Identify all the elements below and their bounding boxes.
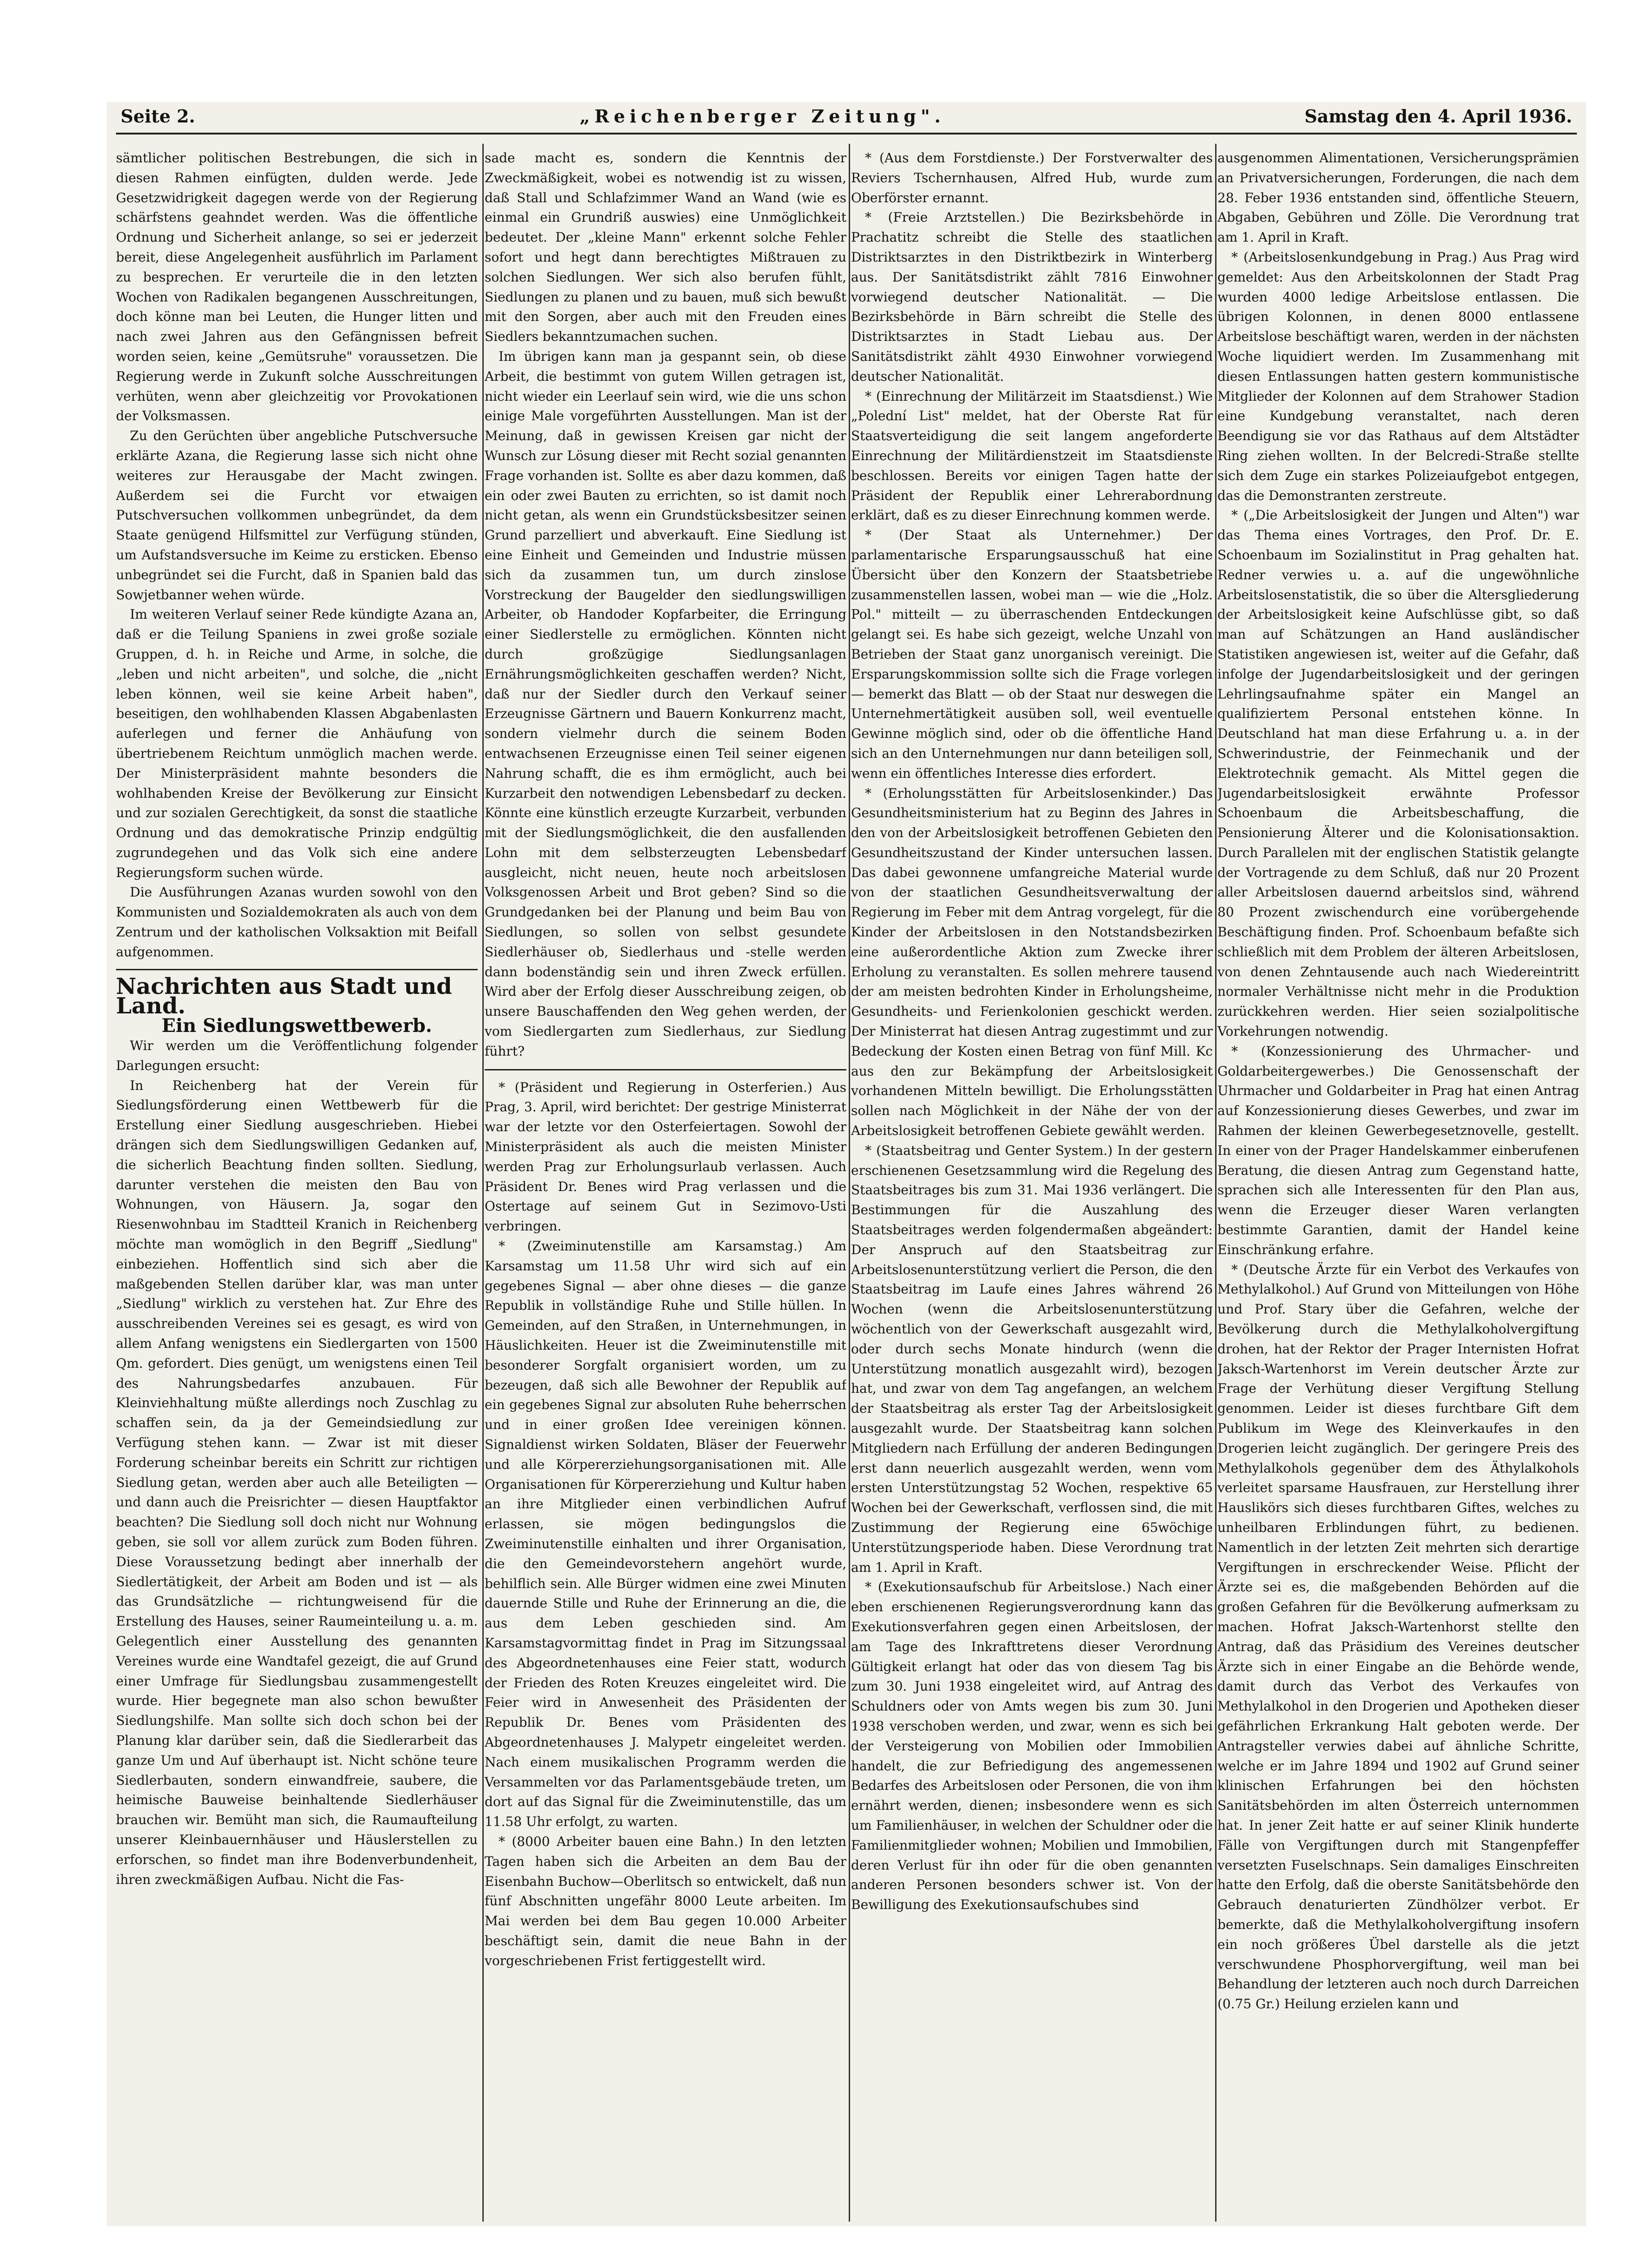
news-item: * (Arbeitslosenkundgebung in Prag.) Aus Prag wird gemeldet: Aus den Arbeitskolonnen der Stadt Prag wurden 4000 ledige Arbeitslose entlassen. Die übrigen Kolonnen, in denen 8000 entlassene Arbeitslose beschäftigt waren, werden in der nächsten Woche liquidiert werden. Im Zusammenhang mit diesen Entlassungen hatten gestern kommunistische Mitglieder der Kolonnen auf dem Strahower Stadion eine Kundgebung veranstaltet, nach deren Beendigung sie vor das Rathaus auf dem Altstädter Ring ziehen wollten. In der Belcredi-Straße stellte sich dem Zuge ein starkes Polizeiaufgebot entgegen, das die Demonstranten zerstreute. [1217, 249, 1579, 503]
article-rule [485, 1069, 846, 1070]
column-divider [1215, 144, 1216, 2222]
news-item: * (Erholungsstätten für Arbeitslosenkinder.) Das Gesundheitsministerium hat zu Beginn des Jahres in den von der Arbeitslosigkeit betroffenen Gebieten den Gesundheitszustand der Kinder untersuchen lassen. Das dabei gewonnene umfangreiche Material wurde von der staatlichen Gesundheitsverwaltung der Regierung im Feber mit dem Antrag vorgelegt, für die Kinder der Arbeitslosen in den Notstandsbezirken eine außerordentliche Aktion zum Zwecke ihrer Erholung zu veranstalten. Es sollen mehrere tausend der am meisten bedrohten Kinder in Erholungsheime, Gesundheits- und Ferienkolonien geschickt werden. Der Ministerrat hat diesen Antrag zugestimmt und zur Bedeckung der Kosten einen Betrag von fünf Mill. Kc aus den zur Bekämpfung der Arbeitslosigkeit vorhandenen Mitteln bewilligt. Die Erholungsstätten sollen nach Möglichkeit in der Nähe der von der Arbeitslosigkeit betroffenen Gebiete gewählt werden. [851, 785, 1213, 1139]
news-item: * (Zweiminutenstille am Karsamstag.) Am Karsamstag um 11.58 Uhr wird sich auf ein gegebenes Signal — aber ohne dieses — die ganze Republik in vollständige Ruhe und Stille hüllen. In Gemeinden, auf den Straßen, in Unternehmungen, in Häuslichkeiten. Heuer ist die Zweiminutenstille mit besonderer Sorgfalt organisiert worden, um zu bezeugen, daß sich alle Bewohner der Republik auf ein gegebenes Signal zur absoluten Ruhe beherrschen und in einer großen Idee vereinigen können. Signaldienst wirken Soldaten, Bläser der Feuerwehr und alle Körpererziehungsorganisationen mit. Alle Organisationen für Körpererziehung und Kultur haben an ihre Mitglieder einen verbindlichen Aufruf erlassen, sie mögen bedingungslos die Zweiminutenstille einhalten und ihrer Organisation, die den Gemeindevorstehern angehört wurde, behilflich sein. Alle Bürger widmen eine zwei Minuten dauernde Stille und Ruhe der Erinnerung an die, die aus dem Leben geschieden sind. Am Karsamstagvormittag findet in Prag im Sitzungssaal des Abgeordnetenhauses eine Feier statt, wodurch der Frieden des Roten Kreuzes eingeleitet wird. Die Feier wird in Anwesenheit des Präsidenten der Republik Dr. Benes vom Präsidenten des Abgeordnetenhauses J. Malypetr eingeleitet werden. Nach einem musikalischen Programm werden die Versammelten vor das Parlamentsgebäude treten, um dort auf das Signal für die Zweiminutenstille, das um 11.58 Uhr erfolgt, zu warten. [485, 1238, 846, 1830]
newspaper-page [107, 102, 1586, 2226]
news-item: * (Präsident und Regierung in Osterferien.) Aus Prag, 3. April, wird berichtet: Der gestrige Ministerrat war der letzte vor den Osterfeiertagen. Sowohl der Ministerpräsident als auch die meisten Minister werden Prag zur Erholungsurlaub verlassen. Auch Präsident Dr. Benes wird Prag verlassen und die Ostertage auf seinem Gut in Sezimovo-Usti verbringen. [485, 1079, 846, 1234]
article-paragraph: Wir werden um die Veröffentlichung folgender Darlegungen ersucht: [116, 1038, 478, 1073]
masthead: „Reichenberger Zeitung". [580, 106, 946, 127]
article-paragraph: ausgenommen Alimentationen, Versicherungsprämien an Privatversicherungen, Forderungen, die nach dem 28. Feber 1936 entstanden sind, öffentliche Steuern, Abgaben, Gebühren und Zölle. Die Verordnung trat am 1. April in Kraft. [1217, 150, 1579, 245]
section-title: Nachrichten aus Stadt und Land. [116, 973, 452, 1019]
page-header [107, 102, 1586, 130]
column-2 [485, 148, 846, 2217]
page-number: Seite 2. [121, 106, 195, 127]
column-divider [849, 144, 850, 2222]
article-paragraph: Im übrigen kann man ja gespannt sein, ob diese Arbeit, die bestimmt von gutem Willen getragen ist, nicht wieder ein Leerlauf sein wird, wie die uns schon einige Male vorgeführten Ausstellungen. Man ist der Meinung, daß in gewissen Kreisen gar nicht der Wunsch zur Lösung dieser mit Recht sozial genannten Frage vorhanden ist. Sollte es aber dazu kommen, daß ein oder zwei Bauten zu errichten, so ist damit noch nicht getan, als wenn ein Grundstücksbesitzer seinen Grund parzelliert und abverkauft. Eine Siedlung ist eine Einheit und Gemeinden und Industrie müssen sich da zusammen tun, um durch zinslose Vorstreckung der Baugelder den siedlungswilligen Arbeiter, ob Handoder Kopfarbeiter, die Erringung einer Siedlerstelle zu ermöglichen. Könnten nicht durch großzügige Siedlungsanlagen Ernährungsmöglichkeiten geschaffen werden? Nicht, daß nur der Siedler durch den Verkauf seiner Erzeugnisse Gärtnern und Bauern Konkurrenz macht, sondern vielmehr durch die seinem Boden entwachsenen Erzeugnisse einen Teil seiner eigenen Nahrung schafft, die es ihm ermöglicht, auch bei Kurzarbeit den notwendigen Lebensbedarf zu decken. Könnte eine künstlich erzeugte Kurzarbeit, verbunden mit der Siedlungsmöglichkeit, die den ausfallenden Lohn mit dem selbsterzeugten Lebensbedarf ausgleicht, nicht neuen, heute noch arbeitslosen Volksgenossen Arbeit und Brot geben? Sind so die Grundgedanken bei der Planung und beim Bau von Siedlungen, so sollen von selbst gesundete Siedlerhäuser ob, Siedlerhaus und -stelle werden dann bodenständig sein und ihren Zweck erfüllen. Wird aber der Erfolg dieser Ausschreibung zeigen, ob unsere Bauschaffenden den Weg gehen werden, der vom Siedlergarten zum Siedlerhaus, zur Siedlung führt? [485, 348, 846, 1059]
section-rule [116, 969, 478, 970]
article-paragraph: In Reichenberg hat der Verein für Siedlungsförderung einen Wettbewerb für die Erstellung einer Siedlung ausgeschrieben. Hiebei drängen sich dem Siedlungswilligen Gedanken auf, die sicherlich Beachtung finden sollten. Siedlung, darunter verstehen die meisten den Bau von Wohnungen, von Häusern. Ja, sogar den Riesenwohnbau im Stadtteil Kranich in Reichenberg möchte man womöglich in den Begriff „Siedlung" einbeziehen. Hoffentlich sind sich aber die maßgebenden Stellen darüber klar, was man unter „Siedlung" wirklich zu verstehen hat. Zur Ehre des ausschreibenden Vereines sei es gesagt, es wird von allem Anfang wenigstens ein Siedlergarten von 1500 Qm. gefordert. Dies genügt, um wenigstens einen Teil des Nahrungsbedarfes anzubauen. Für Kleinviehhaltung müßte allerdings noch Zuschlag zu schaffen sein, da ja der Gemeindsiedlung zur Verfügung stehen kann. — Zwar ist mit dieser Forderung scheinbar bereits ein Schritt zur richtigen Siedlung getan, werden aber auch alle Beteiligten — und dann auch die Preisrichter — diesen Hauptfaktor beachten? Die Siedlung soll doch nicht nur Wohnung geben, sie soll vor allem zurück zum Boden führen. Diese Voraussetzung bedingt aber innerhalb der Siedlertätigkeit, der Arbeit am Boden und ist — als das Grundsätzliche — richtungweisend für die Erstellung des Hauses, seiner Raumeinteilung u. a. m. Gelegentlich einer Ausstellung des genannten Vereines wurde eine Wandtafel gezeigt, die auf Grund einer Umfrage für Siedlungsbau zusammengestellt wurde. Hier begegnete man also schon bewußter Siedlungshilfe. Man sollte sich doch schon bei der Planung klar darüber sein, daß die Siedlerarbeit das ganze Um und Auf überhaupt ist. Nicht schöne teure Siedlerbauten, sondern einwandfreie, saubere, die heimische Bauweise beinhaltende Siedlerhäuser brauchen wir. Bemüht man sich, die Raumaufteilung unserer Kleinbauernhäuser und Häuslerstellen zu erforschen, so findet man ihre Bodenverbundenheit, ihren zweckmäßigen Aufbau. Nicht die Fas- [116, 1077, 478, 1887]
issue-date: Samstag den 4. April 1936. [1304, 106, 1572, 127]
news-item: * (8000 Arbeiter bauen eine Bahn.) In den letzten Tagen haben sich die Arbeiten an dem Bau der Eisenbahn Buchow—Oberlitsch so entwickelt, daß nun fünf Abschnitten ungefähr 8000 Leute arbeiten. Im Mai werden bei dem Bau gegen 10.000 Arbeiter beschäftigt sein, damit die neue Bahn in der vorgeschriebenen Frist fertiggestellt wird. [485, 1833, 846, 1968]
article-paragraph: Im weiteren Verlauf seiner Rede kündigte Azana an, daß er die Teilung Spaniens in zwei große soziale Gruppen, d. h. in Reiche und Arme, in solche, die „leben und nicht arbeiten", und solche, die „nicht leben können, weil sie keine Arbeit haben", beseitigen, den wohlhabenden Klassen Abgabenlasten auferlegen und ferner die Anhäufung von übertriebenem Reichtum unmöglich machen werde. Der Ministerpräsident mahnte besonders die wohlhabenden Kreise der Bevölkerung zur Einsicht und zur sozialen Gerechtigkeit, da sonst die staatliche Ordnung und das demokratische Prinzip endgültig zugrundegehen und das Volk sich eine andere Regierungsform suchen würde. [116, 607, 478, 880]
column-3 [851, 148, 1213, 2217]
column-1 [116, 148, 478, 2217]
news-item: * (Deutsche Ärzte für ein Verbot des Verkaufes von Methylalkohol.) Auf Grund von Mitteilungen von Höhe und Prof. Stary über die Gefahren, welche der Bevölkerung durch die Methylalkoholvergiftung drohen, hat der Rektor der Prager Internisten Hofrat Jaksch-Wartenhorst im Verein deutscher Ärzte zur Frage der Verhütung dieser Vergiftung Stellung genommen. Leider ist dieses furchtbare Gift dem Publikum im Wege des Kleinverkaufes in den Drogerien leicht zugänglich. Der geringere Preis des Methylalkohols gegenüber dem des Äthylalkohols verleitet sparsame Hausfrauen, zur Herstellung ihrer Hauslikörs sich dieses furchtbaren Giftes, welches zu unheilbaren Erblindungen führt, zu bedienen. Namentlich in der letzten Zeit mehrten sich derartige Vergiftungen in erschreckender Weise. Pflicht der Ärzte sei es, die maßgebenden Behörden auf die großen Gefahren für die Bevölkerung aufmerksam zu machen. Hofrat Jaksch-Wartenhorst stellte den Antrag, daß das Präsidium des Vereines deutscher Ärzte sich in einer Eingabe an die Behörde wende, damit durch das Verbot des Verkaufes von Methylalkohol in den Drogerien und Apotheken dieser gefährlichen Erkrankung Halt geboten werde. Der Antragsteller verwies dabei auf ähnliche Schritte, welche er im Jahre 1894 und 1902 auf Grund seiner klinischen Erfahrungen bei den höchsten Sanitätsbehörden im alten Österreich unternommen hat. In jener Zeit hatte er auf seiner Klinik hunderte Fälle von Vergiftungen durch mit Stangenpfeffer versetzten Fuselschnaps. Sein damaliges Einschreiten hatte den Erfolg, daß die oberste Sanitätsbehörde den Gebrauch denaturierten Zündhölzer verbot. Er bemerkte, daß die Methylalkoholvergiftung insofern ein noch größeres Übel darstelle als die jetzt verschwundene Phosphorvergiftung, weil man bei Behandlung der letzteren auch noch durch Darreichen (0.75 Gr.) Heilung erzielen kann und [1217, 1262, 1579, 2012]
header-rule [116, 133, 1577, 135]
article-title: Ein Siedlungswettbewerb. [161, 1015, 432, 1037]
news-item: * (Konzessionierung des Uhrmacher- und Goldarbeitergewerbes.) Die Genossenschaft der Uhrmacher und Goldarbeiter in Prag hat einen Antrag auf Konzessionierung dieses Gewerbes, und zwar im Rahmen der kleinen Gewerbegesetznovelle, gestellt. In einer von der Prager Handelskammer einberufenen Beratung, die diesen Antrag zum Gegenstand hatte, sprachen sich alle Interessenten für den Plan aus, wenn die Erzeuger dieser Waren verlangten bestimmte Garantien, damit der Handel keine Einschränkung erfahre. [1217, 1043, 1579, 1257]
column-divider [482, 144, 484, 2222]
news-item: * (Freie Arztstellen.) Die Bezirksbehörde in Prachatitz schreibt die Stelle des staatlichen Distriktsarztes in den Distriktbezirk in Winterberg aus. Der Sanitätsdistrikt zählt 7816 Einwohner vorwiegend deutscher Nationalität. — Die Bezirksbehörde in Bärn schreibt die Stelle des Distriktsarztes in Stadt Liebau aus. Der Sanitätsdistrikt zählt 4930 Einwohner vorwiegend deutscher Nationalität. [851, 210, 1213, 384]
article-paragraph: sämtlicher politischen Bestrebungen, die sich in diesen Rahmen einfügten, dulden werde. Jede Gesetzwidrigkeit dagegen werde von der Regierung schärfstens geahndet werden. Was die öffentliche Ordnung und Sicherheit anlange, so sei er jederzeit bereit, diese Angelegenheit ausführlich im Parlament zu besprechen. Er verurteile die in den letzten Wochen von Radikalen begangenen Ausschreitungen, doch könne man bei Leuten, die Hunger litten und nach zwei Jahren aus den Gefängnissen befreit worden seien, keine „Gemütsruhe" voraussetzen. Die Regierung werde in Zukunft solche Ausschreitungen verhüten, wenn aber gleichzeitig vor Provokationen der Volksmassen. [116, 150, 478, 424]
news-item: * (Einrechnung der Militärzeit im Staatsdienst.) Wie „Polední List" meldet, hat der Oberste Rat für Staatsverteidigung die seit langem angeforderte Einrechnung der Militärdienstzeit im Staatsdienste beschlossen. Bereits vor einigen Tagen hatte der Präsident der Republik einer Lehrerabordnung erklärt, daß es zu dieser Einrechnung kommen werde. [851, 388, 1213, 523]
news-item: * (Staatsbeitrag und Genter System.) In der gestern erschienenen Gesetzsammlung wird die Regelung des Staatsbeitrages bis zum 31. Mai 1936 verlängert. Die Bestimmungen für die Auszahlung des Staatsbeitrages werden folgendermaßen abgeändert: Der Anspruch auf den Staatsbeitrag zur Arbeitslosenunterstützung verliert die Person, die den Staatsbeitrag im Laufe eines Jahres während 26 Wochen (wenn die Arbeitslosenunterstützung wöchentlich von der Gewerkschaft ausgezahlt wird, oder durch sechs Monate hindurch (wenn die Unterstützung monatlich ausgezahlt wird), bezogen hat, und zwar von dem Tag angefangen, an welchem der Staatsbeitrag als erster Tag der Arbeitslosigkeit ausgezahlt wurde. Der Staatsbeitrag kann solchen Mitgliedern nach Erfüllung der anderen Bedingungen erst dann neuerlich ausgezahlt werden, wenn vom ersten Unterstützungstag 52 Wochen, respektive 65 Wochen bei der Gewerkschaft, verflossen sind, die mit Zustimmung der Regierung eine 65wöchige Unterstützungsperiode haben. Diese Verordnung trat am 1. April in Kraft. [851, 1142, 1213, 1575]
article-paragraph: Die Ausführungen Azanas wurden sowohl von den Kommunisten und Sozialdemokraten als auch von dem Zentrum und der katholischen Volksaktion mit Beifall aufgenommen. [116, 884, 478, 960]
news-item: * („Die Arbeitslosigkeit der Jungen und Alten") war das Thema eines Vortrages, den Prof. Dr. E. Schoenbaum im Sozialinstitut in Prag gehalten hat. Redner verwies u. a. auf die ungewöhnliche Arbeitslosenstatistik, die so über die Altersgliederung der Arbeitslosigkeit keine Aufschlüsse gibt, so daß man auf Schätzungen an Hand ausländischer Statistiken angewiesen ist, weiter auf die Gefahr, daß infolge der Jugendarbeitslosigkeit und der geringen Lehrlingsaufnahme später ein Mangel an qualifiziertem Personal entstehen könne. In Deutschland hat man diese Erfahrung u. a. in der Schwerindustrie, der Feinmechanik und der Elektrotechnik gemacht. Als Mittel gegen die Jugendarbeitslosigkeit erwähnte Professor Schoenbaum die Arbeitsbeschaffung, die Pensionierung Älterer und die Kolonisationsaktion. Durch Parallelen mit der englischen Statistik gelangte der Vortragende zu dem Schluß, daß nur 20 Prozent aller Arbeitslosen dauernd arbeitslos sind, während 80 Prozent zwischendurch eine vorübergehende Beschäftigung finden. Prof. Schoenbaum befaßte sich schließlich mit dem Problem der älteren Arbeitslosen, von denen Zehntausende auch nach Wiedereintritt normaler Verhältnisse nicht mehr in die Produktion zurückkehren werden. Hier seien sozialpolitische Vorkehrungen notwendig. [1217, 507, 1579, 1039]
article-paragraph: sade macht es, sondern die Kenntnis der Zweckmäßigkeit, wobei es notwendig ist zu wissen, daß Stall und Schlafzimmer Wand an Wand (wie es einmal ein Grundriß auswies) eine Unmöglichkeit bedeutet. Der „kleine Mann" erkennt solche Fehler sofort und hegt dann berechtigtes Mißtrauen zu solchen Siedlungen. Wer sich also berufen fühlt, Siedlungen zu planen und zu bauen, muß sich bewußt mit den Sorgen, aber auch mit den Freuden eines Siedlers bekanntzumachen suchen. [485, 150, 846, 345]
news-item: * (Aus dem Forstdienste.) Der Forstverwalter des Reviers Tschernhausen, Alfred Hub, wurde zum Oberförster ernannt. [851, 150, 1213, 205]
news-item: * (Der Staat als Unternehmer.) Der parlamentarische Ersparungsausschuß hat eine Übersicht über den Konzern der Staatsbetriebe zusammenstellen lassen, wobei man — wie die „Holz. Pol." mitteilt — zu überraschenden Entdeckungen gelangt sei. Es habe sich gezeigt, welche Unzahl von Betrieben der Staat ganz unorganisch vereinigt. Die Ersparungskommission sollte sich die Frage vorlegen — bemerkt das Blatt — ob der Staat nur deswegen die Unternehmertätigkeit ausüben soll, weil eventuelle Gewinne möglich sind, oder ob die öffentliche Hand sich an den Unternehmungen nur dann beteiligen soll, wenn ein öffentliches Interesse dies erfordert. [851, 527, 1213, 781]
news-item: * (Exekutionsaufschub für Arbeitslose.) Nach einer eben erschienenen Regierungsverordnung kann das Exekutionsverfahren gegen einen Arbeitslosen, der am Tage des Inkrafttretens dieser Verordnung Gültigkeit erlangt hat oder das von diesem Tag bis zum 30. Juni 1938 eingeleitet wird, auf Antrag des Schuldners oder von Amts wegen bis zum 30. Juni 1938 verschoben werden, und zwar, wenn es sich bei der Versteigerung von Mobilien oder Immobilien handelt, die zur Befriedigung des angemessenen Bedarfes des Arbeitslosen oder Personen, die von ihm ernährt werden, dienen; insbesondere wenn es sich um Familienhäuser, in welchen der Schuldner oder die Familienmitglieder wohnen; Mobilien und Immobilien, deren Verlust für ihn oder für die oben genannten anderen Personen besonders schwer ist. Von der Bewilligung des Exekutionsaufschubes sind [851, 1579, 1213, 1913]
article-paragraph: Zu den Gerüchten über angebliche Putschversuche erklärte Azana, die Regierung lasse sich nicht ohne weiteres zur Herausgabe der Macht zwingen. Außerdem sei die Furcht vor etwaigen Putschversuchen vollkommen unbegründet, da dem Staate genügend Hilfsmittel zur Verfügung stünden, um Aufstandsversuche im Keime zu ersticken. Ebenso unbegründet sei die Furcht, daß in Spanien bald das Sowjetbanner wehen würde. [116, 428, 478, 602]
column-4 [1217, 148, 1579, 2217]
